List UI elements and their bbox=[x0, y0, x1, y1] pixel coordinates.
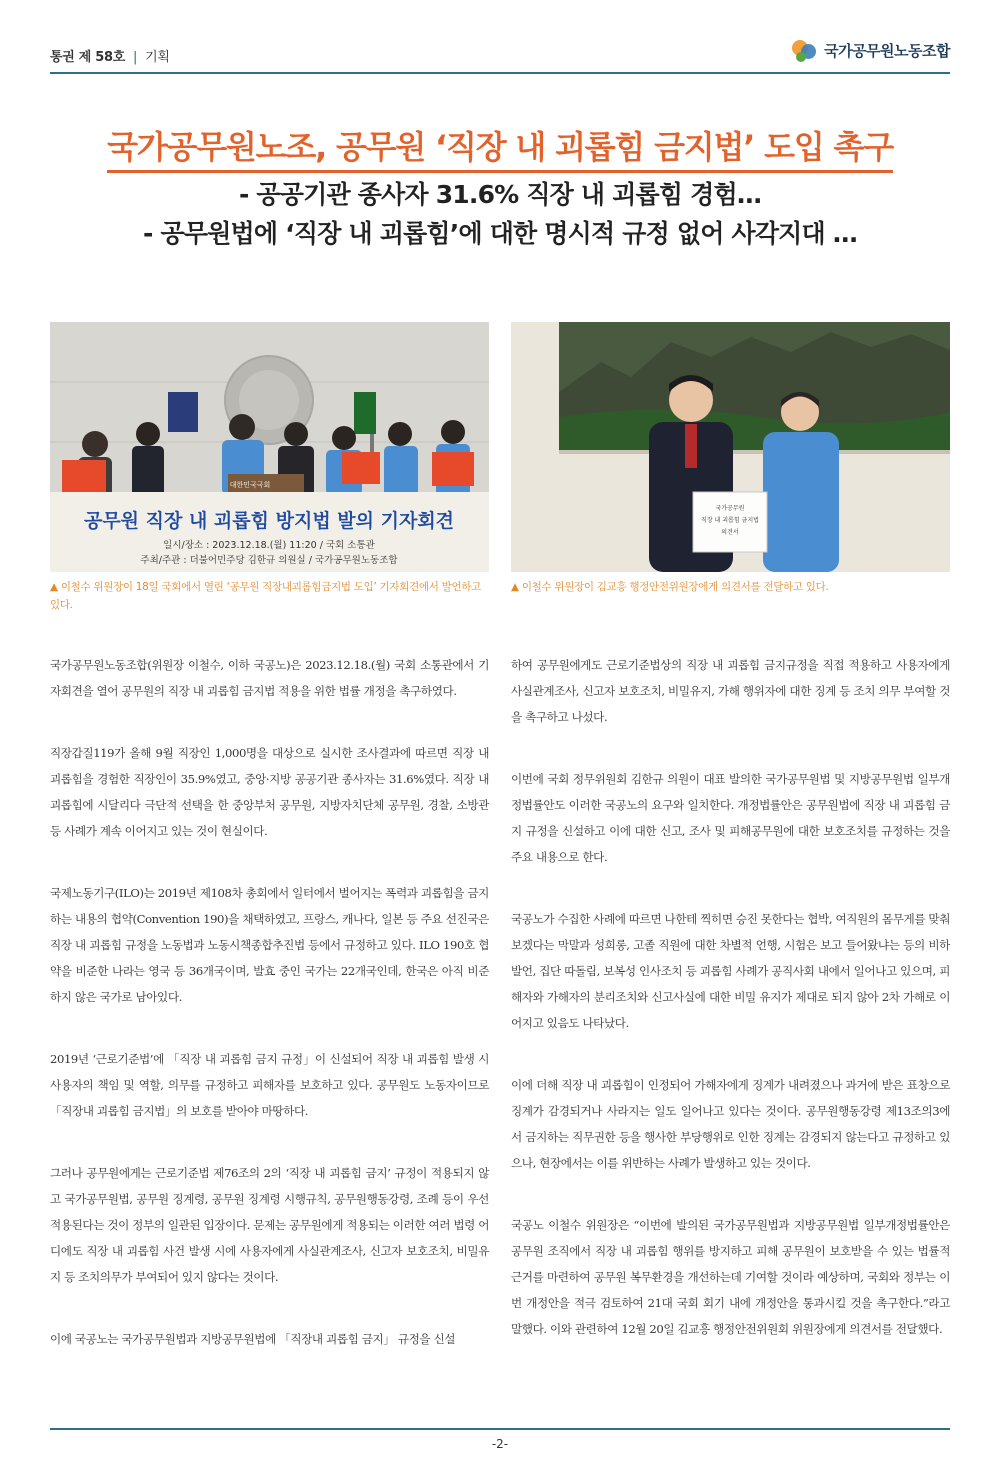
union-logo-text: 국가공무원노동조합 bbox=[824, 41, 950, 60]
body-paragraph: 하여 공무원에게도 근로기준법상의 직장 내 괴롭힘 금지규정을 직접 적용하고 사용자에게 사실관계조사, 신고자 보호조치, 비밀유지, 가해 행위자에 대한 징계 등 조치 의무 부여할 것을 촉구하고 나섰다. bbox=[511, 658, 950, 724]
opinion-delivery-illustration bbox=[511, 322, 950, 572]
body-paragraph: 이에 국공노는 국가공무원법과 지방공무원법에 「직장내 괴롭힘 금지」 규정을 신설 bbox=[50, 1332, 456, 1346]
article-body-left bbox=[50, 652, 489, 1388]
photo-caption-1: ▲ 이철수 위원장이 18일 국회에서 열린 ‘공무원 직장내괴롭힘금지법 도입’ 기자회견에서 발언하고 있다. bbox=[50, 581, 482, 611]
union-logo bbox=[792, 38, 950, 62]
body-paragraph: 2019년 ‘근로기준법’에 「직장 내 괴롭힘 금지 규정」이 신설되어 직장 내 괴롭힘 발생 시 사용자의 책임 및 역할, 의무를 규정하고 피해자를 보호하고 있다. 공무원도 노동자이므로 「직장내 괴롭힘 금지법」의 보호를 받아야 마땅하다. bbox=[50, 1052, 489, 1118]
body-paragraph: 이에 더해 직장 내 괴롭힘이 인정되어 가해자에게 징계가 내려졌으나 과거에 받은 표창으로 징계가 감경되거나 사라지는 일도 일어나고 있다는 것이다. 공무원행동강령 제13조의3에서 금지하는 직무권한 등을 행사한 부당행위로 인한 징계는 감경되지 않는다고 규정하고 있으나, 현장에서는 이를 위반하는 사례가 발생하고 있는 것이다. bbox=[511, 1078, 950, 1170]
article-title: 국가공무원노조, 공무원 ‘직장 내 괴롭힘 금지법’ 도입 촉구 bbox=[0, 122, 1000, 168]
press-conference-illustration bbox=[50, 322, 489, 572]
podium-label: 대한민국국회 bbox=[229, 481, 271, 489]
footer-divider bbox=[50, 1428, 950, 1430]
body-paragraph: 직장갑질119가 올해 9월 직장인 1,000명을 대상으로 실시한 조사결과에 따르면 직장 내 괴롭힘을 경험한 직장인이 35.9%였고, 중앙·지방 공공기관 종사자는 31.6%였다. 직장 내 괴롭힘에 시달리다 극단적 선택을 한 중앙부처 공무원, 지방자치단체 공무원, 경찰, 소방관 등 사례가 계속 이어지고 있는 것이 현실이다. bbox=[50, 746, 489, 838]
body-paragraph: 이번에 국회 정무위원회 김한규 의원이 대표 발의한 국가공무원법 및 지방공무원법 일부개정법률안도 이러한 국공노의 요구와 일치한다. 개정법률안은 공무원법에 직장 내 괴롭힘 금지 규정을 신설하고 이에 대한 신고, 조사 및 피해공무원에 대한 보호조치를 규정하는 것을 주요 내용으로 한다. bbox=[511, 772, 950, 864]
document-line-2: 직장 내 괴롭힘 금지법 bbox=[701, 517, 759, 524]
press-conference-photo bbox=[50, 322, 489, 572]
article-subtitle-2: - 공무원법에 ‘직장 내 괴롭힘’에 대한 명시적 규정 없어 사각지대 … bbox=[143, 219, 857, 248]
body-paragraph: 국가공무원노동조합(위원장 이철수, 이하 국공노)은 2023.12.18.(월) 국회 소통관에서 기자회견을 열어 공무원의 직장 내 괴롭힘 금지법 적용을 위한 법률 개정을 촉구하였다. bbox=[50, 658, 489, 698]
body-paragraph: 국공노 이철수 위원장은 “이번에 발의된 국가공무원법과 지방공무원법 일부개정법률안은 공무원 조직에서 직장 내 괴롭힘 행위를 방지하고 피해 공무원이 보호받을 수 있는 법률적 근거를 마련하여 공무원 복무환경을 개선하는데 기여할 것이라 예상하며, 국회와 정부는 이번 개정안을 적극 검토하여 21대 국회 회기 내에 개정안을 통과시킬 것을 촉구한다.”라고 말했다. 이와 관련하여 12월 20일 김교흥 행정안전위원회 위원장에게 의견서를 전달했다. bbox=[511, 1218, 950, 1336]
article-subtitle-1: - 공공기관 종사자 31.6% 직장 내 괴롭힘 경험… bbox=[238, 180, 762, 209]
union-logo-icon bbox=[792, 38, 818, 62]
page-number: -2- bbox=[491, 1437, 509, 1451]
page-header bbox=[50, 38, 950, 68]
article-body-right bbox=[511, 652, 950, 1378]
header-separator: | bbox=[132, 50, 138, 65]
body-paragraph: 국공노가 수집한 사례에 따르면 나한테 찍히면 승진 못한다는 협박, 여직원의 몸무게를 맞춰보겠다는 막말과 성희롱, 고졸 직원에 대한 차별적 언행, 시험은 보고 들어왔냐는 등의 비하 발언, 집단 따돌림, 보복성 인사조치 등 괴롭힘 사례가 공직사회 내에서 일어나고 있으며, 피해자와 가해자의 분리조치와 신고사실에 대한 비밀 유지가 제대로 되지 않아 2차 가해로 이어지고 있음도 나타났다. bbox=[511, 912, 951, 1030]
document-line-1: 국가공무원 bbox=[715, 505, 745, 512]
header-divider bbox=[50, 72, 950, 74]
body-paragraph: 그러나 공무원에게는 근로기준법 제76조의 2의 ‘직장 내 괴롭힘 금지’ 규정이 적용되지 않고 국가공무원법, 공무원 징계령, 공무원 징계령 시행규칙, 공무원행동강령, 조례 등이 우선 적용된다는 것이 정부의 일관된 입장이다. 문제는 공무원에게 적용되는 이러한 여러 법령 어디에도 직장 내 괴롭힘 사건 발생 시에 사용자에게 사실관계조사, 신고자 보호조치, 비밀유지 등 조치의무가 부여되어 있지 않다는 것이다. bbox=[50, 1166, 490, 1284]
document-line-3: 의견서 bbox=[721, 529, 739, 536]
issue-info bbox=[50, 46, 170, 65]
banner-info-date: 일시/장소 : 2023.12.18.(월) 11:20 / 국회 소통관 bbox=[163, 540, 375, 551]
section-category: 기획 bbox=[145, 50, 170, 65]
body-paragraph: 국제노동기구(ILO)는 2019년 제108차 총회에서 일터에서 벌어지는 폭력과 괴롭힘을 금지하는 내용의 협약(Convention 190)을 채택하였고, 프랑스, 캐나다, 일본 등 주요 선진국은 직장 내 괴롭힘 규정을 노동법과 노동시책종합추진법 등에서 규정하고 있다. ILO 190호 협약을 비준한 나라는 영국 등 36개국이며, 발효 중인 국가는 22개국인데, 한국은 아직 비준하지 않은 국가로 남아있다. bbox=[50, 886, 489, 1004]
issue-number: 통권 제 58호 bbox=[50, 50, 125, 65]
opinion-delivery-photo bbox=[511, 322, 950, 572]
banner-info-host: 주최/주관 : 더불어민주당 김한규 의원실 / 국가공무원노동조합 bbox=[140, 555, 398, 566]
photo-caption-2: ▲ 이철수 위원장이 김교흥 행정안전위원장에게 의견서를 전달하고 있다. bbox=[511, 581, 829, 593]
banner-title: 공무원 직장 내 괴롭힘 방지법 발의 기자회견 bbox=[83, 510, 455, 532]
